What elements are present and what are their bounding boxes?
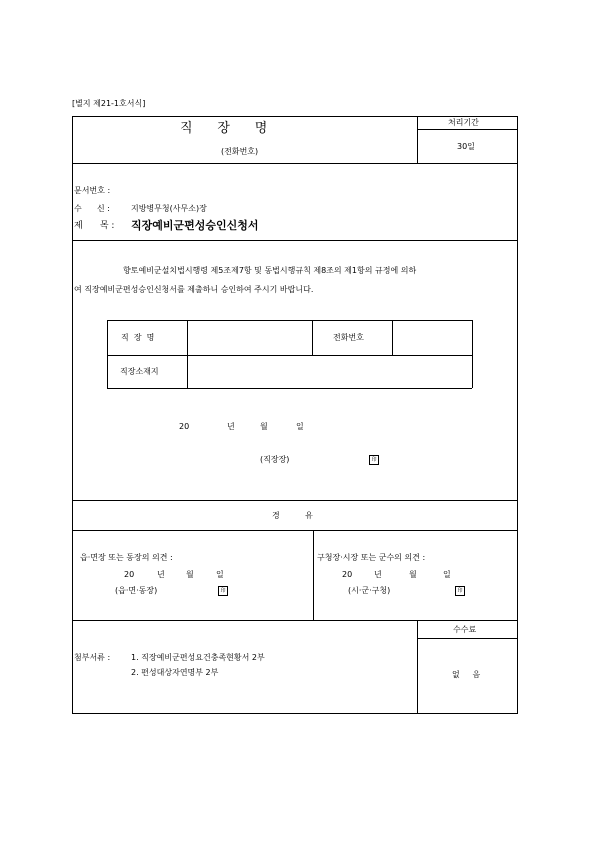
info-table-right	[472, 320, 473, 388]
via-label: 경 유	[272, 511, 313, 520]
opinion-left-seal: 印	[218, 586, 228, 596]
date-day-label: 일	[296, 422, 304, 431]
recipient-label: 수 신 :	[74, 204, 110, 213]
body-text-line-2: 여 직장예비군편성승인신청서를 제출하니 승인하여 주시기 바랍니다.	[74, 285, 314, 294]
workplace-name-field[interactable]	[189, 322, 310, 353]
applicant-seal: 印	[369, 455, 379, 465]
workplace-name-label: 직 장 명	[121, 333, 155, 342]
body-text-line-1: 향토예비군설치법시행령 제5조제7항 및 동법시행규칙 제8조의 제1항의 규정에 의하	[123, 266, 417, 275]
opinion-left-month-label: 월	[186, 570, 194, 579]
opinion-right-seal: 印	[455, 586, 465, 596]
opinion-right-month-label: 월	[409, 570, 417, 579]
info-table-top	[107, 320, 472, 321]
info-table-label-divider	[187, 320, 188, 388]
info-table-phone-divider-1	[312, 320, 313, 355]
phone-number-field[interactable]	[394, 322, 470, 353]
outer-left-border	[72, 116, 73, 713]
processing-box-divider	[417, 116, 418, 163]
form-label: [별지 제21-1호서식]	[72, 99, 146, 108]
page-title-subtitle: (전화번호)	[221, 147, 259, 156]
outer-top-border	[72, 116, 518, 117]
opinion-left-label: 읍·면장 또는 동장의 의견 :	[80, 553, 173, 562]
phone-number-label: 전화번호	[333, 333, 364, 342]
opinion-left-year-prefix: 20	[124, 570, 135, 579]
date-year-prefix: 20	[179, 422, 190, 431]
subject-bottom-line	[72, 240, 518, 241]
header-bottom-line	[72, 163, 518, 164]
opinion-right-signer: (시·군·구청)	[348, 586, 391, 595]
subject-label: 제 목 :	[74, 221, 115, 231]
fee-box-divider	[417, 620, 418, 713]
date-year-label: 년	[227, 422, 235, 431]
info-table-left	[107, 320, 108, 388]
attachment-item-2: 2. 편성대상자연명부 2부	[131, 668, 219, 677]
page-title: 직 장 명	[180, 121, 268, 136]
processing-period-value: 30일	[457, 142, 475, 151]
date-month-label: 월	[260, 422, 268, 431]
info-table-middle	[107, 355, 472, 356]
fee-box-header-line	[417, 638, 518, 639]
workplace-address-field[interactable]	[189, 357, 470, 386]
opinion-right-label: 구청장·시장 또는 군수의 의견 :	[317, 553, 426, 562]
info-table-bottom	[107, 388, 472, 389]
opinion-left-year-label: 년	[157, 570, 165, 579]
subject-value: 직장예비군편성승인신청서	[131, 219, 259, 232]
attachments-label: 첨부서류 :	[74, 653, 111, 662]
opinion-left-day-label: 일	[216, 570, 224, 579]
processing-box-header-line	[417, 129, 518, 130]
opinion-right-day-label: 일	[443, 570, 451, 579]
opinion-divider	[313, 530, 314, 620]
opinion-left-signer: (읍·면·동장)	[115, 586, 158, 595]
attachment-item-1: 1. 직장예비군편성요건충족현황서 2부	[131, 653, 265, 662]
recipient-value: 지방병무청(사무소)장	[131, 204, 207, 213]
via-top-line	[72, 500, 518, 501]
fee-value: 없 음	[452, 670, 481, 679]
opinion-bottom-line	[72, 620, 518, 621]
workplace-address-label: 직장소재지	[120, 367, 159, 376]
fee-label: 수수료	[453, 625, 477, 634]
applicant-label: (직장장)	[260, 455, 290, 464]
via-bottom-line	[72, 530, 518, 531]
info-table-phone-divider-2	[392, 320, 393, 355]
outer-right-border	[517, 116, 518, 713]
outer-bottom-border	[72, 713, 518, 714]
opinion-right-year-prefix: 20	[342, 570, 353, 579]
document-number-label: 문서번호 :	[74, 186, 111, 195]
processing-period-label: 처리기간	[448, 118, 479, 127]
opinion-right-year-label: 년	[374, 570, 382, 579]
